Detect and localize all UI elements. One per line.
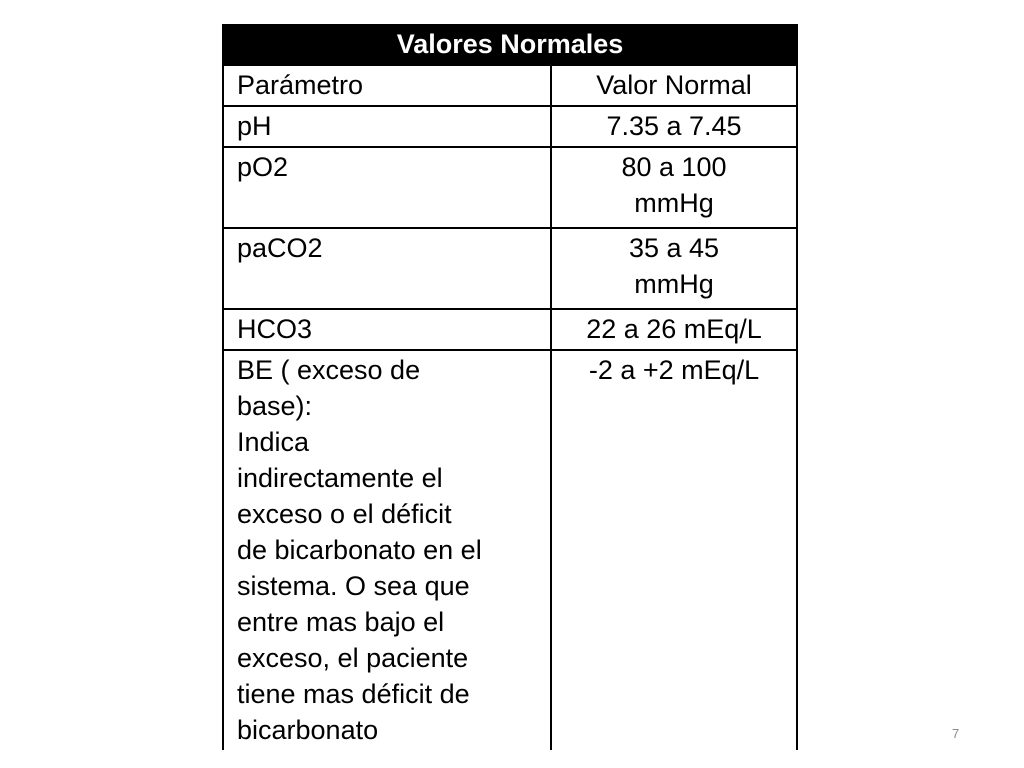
page-number: 7 bbox=[952, 726, 960, 741]
table-row bbox=[223, 350, 797, 750]
table-title: Valores Normales bbox=[223, 25, 797, 65]
normal-values-table bbox=[222, 24, 798, 750]
table-row bbox=[223, 147, 797, 228]
row-value-po2: 80 a 100 mmHg bbox=[551, 147, 797, 228]
table-title-row bbox=[223, 25, 797, 65]
table-row bbox=[223, 106, 797, 147]
header-parameter: Parámetro bbox=[223, 65, 551, 106]
table-row bbox=[223, 228, 797, 309]
row-param-ph: pH bbox=[223, 106, 551, 147]
row-value-ph: 7.35 a 7.45 bbox=[551, 106, 797, 147]
row-value-paco2: 35 a 45 mmHg bbox=[551, 228, 797, 309]
row-param-be: BE ( exceso de base): Indica indirectamente el exceso o el déficit de bicarbonato en el sistema. O sea que entre mas bajo el exceso, el paciente tiene mas déficit de bicarbonato bbox=[223, 350, 551, 750]
row-param-paco2: paCO2 bbox=[223, 228, 551, 309]
table-header-row bbox=[223, 65, 797, 106]
table-row bbox=[223, 309, 797, 350]
header-normal-value: Valor Normal bbox=[551, 65, 797, 106]
row-value-be: -2 a +2 mEq/L bbox=[551, 350, 797, 750]
row-value-hco3: 22 a 26 mEq/L bbox=[551, 309, 797, 350]
row-param-po2: pO2 bbox=[223, 147, 551, 228]
row-param-hco3: HCO3 bbox=[223, 309, 551, 350]
